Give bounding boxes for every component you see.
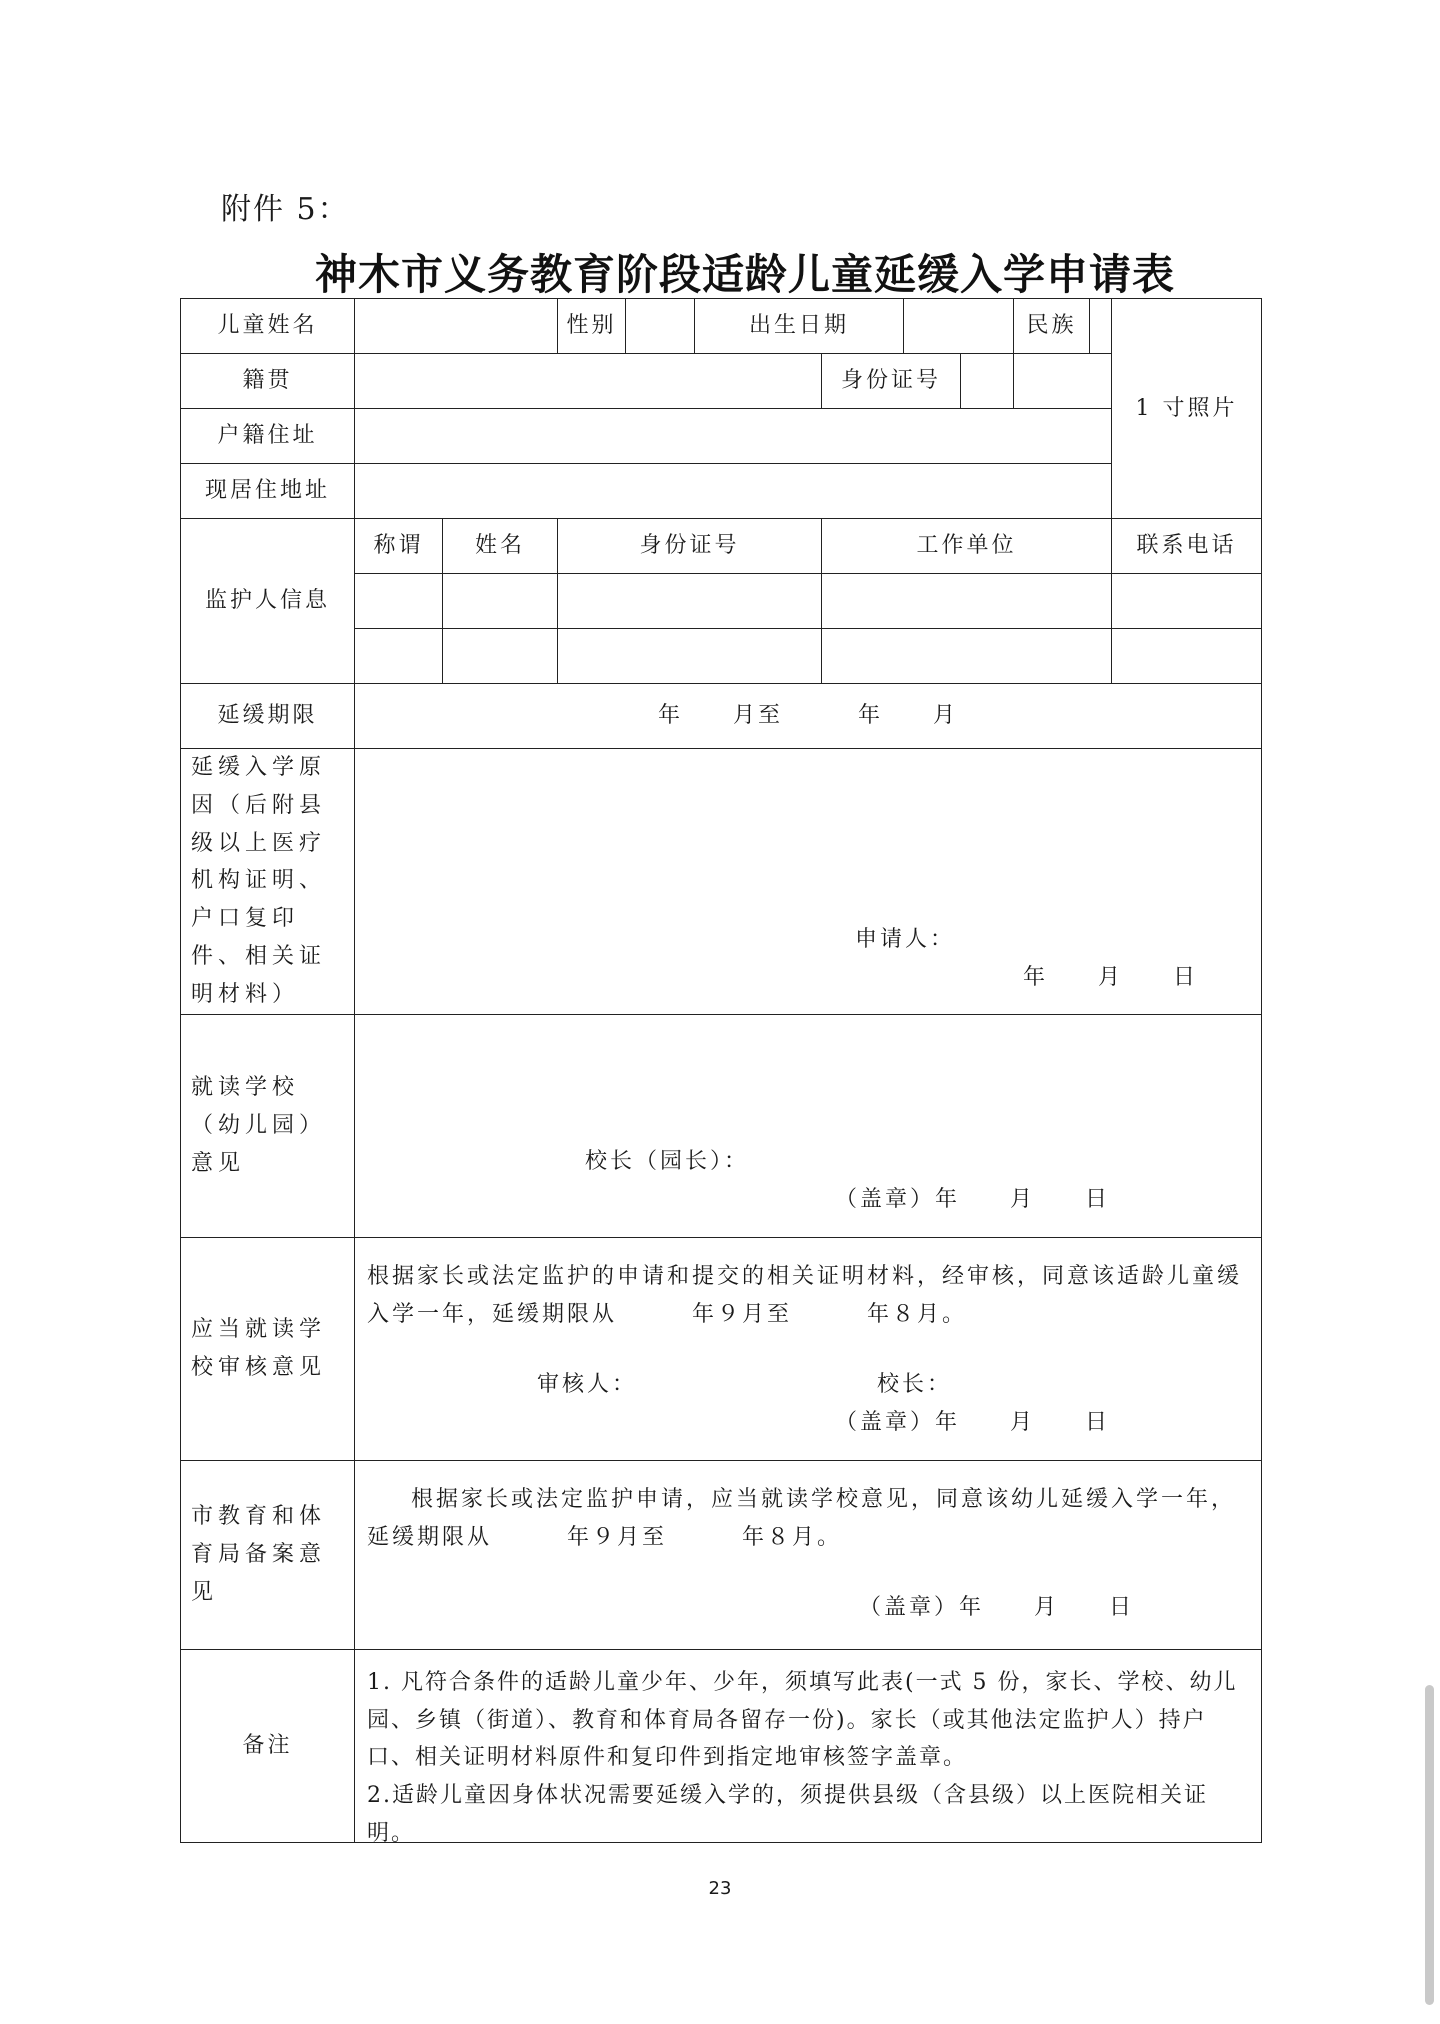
current-school-stamp-date: （盖章）年 月 日 (835, 1186, 1111, 1212)
birth-date-label: 出生日期 (749, 313, 850, 339)
ethnicity-label: 民族 (1014, 299, 1090, 354)
deferral-period-field[interactable]: 年 月至 年 月 (355, 684, 1262, 749)
id-number-field-start[interactable] (961, 354, 1013, 408)
gender-label: 性别 (558, 299, 626, 354)
note-item-2: 2.适龄儿童因身体状况需要延缓入学的，须提供县级（含县级）以上医院相关证明。 (367, 1783, 1208, 1847)
household-address-label: 户籍住址 (181, 409, 355, 464)
id-number-label: 身份证号 (822, 354, 961, 408)
attachment-label: 附件 5： (221, 192, 350, 227)
assigned-school-label: 应当就读学校审核意见 (181, 1237, 355, 1460)
deferral-period-label: 延缓期限 (181, 684, 355, 749)
guardian-header-employer: 工作单位 (822, 519, 1112, 574)
guardian-header-phone: 联系电话 (1112, 519, 1262, 574)
guardian2-id-field[interactable] (558, 629, 822, 684)
deferral-reason-label: 延缓入学原因（后附县级以上医疗机构证明、户口复印件、相关证明材料） (181, 749, 355, 1015)
bureau-label: 市教育和体育局备案意见 (181, 1460, 355, 1649)
assigned-principal-label: 校长： (877, 1371, 953, 1397)
native-place-label: 籍贯 (181, 354, 355, 409)
guardian-header-name: 姓名 (443, 519, 558, 574)
child-name-label: 儿童姓名 (181, 299, 355, 354)
assigned-school-text: 根据家长或法定监护的申请和提交的相关证明材料，经审核，同意该适龄儿童缓入学一年，延缓期限从 年９月至 年８月。 (367, 1263, 1243, 1327)
guardian1-title-field[interactable] (355, 574, 443, 629)
assigned-school-opinion-field[interactable] (355, 1237, 1262, 1460)
guardian2-phone-field[interactable] (1112, 629, 1262, 684)
principal-label: 校长（园长）： (585, 1148, 750, 1174)
native-place-field[interactable] (355, 354, 822, 409)
current-school-opinion-field[interactable] (355, 1014, 1262, 1237)
guardian1-phone-field[interactable] (1112, 574, 1262, 629)
household-address-field[interactable] (355, 409, 1112, 464)
guardian-header-id: 身份证号 (558, 519, 822, 574)
notes-cell (355, 1649, 1262, 1847)
reason-date: 年 月 日 (1023, 965, 1199, 991)
reviewer-label: 审核人： (537, 1371, 638, 1397)
guardian2-employer-field[interactable] (822, 629, 1112, 684)
current-school-label: 就读学校（幼儿园）意见 (181, 1014, 355, 1237)
gender-birth-cell (626, 299, 904, 354)
bureau-stamp-date: （盖章）年 月 日 (859, 1594, 1135, 1620)
page-number: 23 (708, 1878, 732, 1899)
note-item-1: 1. 凡符合条件的适龄儿童少年、少年，须填写此表(一式 5 份，家长、学校、幼儿园、乡镇（街道）、教育和体育局各留存一份)。家长（或其他法定监护人）持户口、相关证明材料原件和复印件到指定地审核签字盖章。 (367, 1669, 1238, 1771)
guardian-header-title: 称谓 (355, 519, 443, 574)
deferral-reason-field[interactable] (355, 749, 1262, 1015)
photo-box: 1 寸照片 (1112, 299, 1262, 519)
guardian1-employer-field[interactable] (822, 574, 1112, 629)
guardian1-name-field[interactable] (443, 574, 558, 629)
ethnicity-field[interactable] (1090, 299, 1112, 354)
id-number-field[interactable] (1014, 354, 1112, 409)
guardian2-name-field[interactable] (443, 629, 558, 684)
applicant-label: 申请人： (855, 927, 956, 953)
current-address-label: 现居住地址 (181, 464, 355, 519)
bureau-text: 根据家长或法定监护申请，应当就读学校意见，同意该幼儿延缓入学一年，延缓期限从 年９月至 年８月。 (367, 1486, 1237, 1550)
id-number-label-cell (822, 354, 1014, 409)
guardian2-title-field[interactable] (355, 629, 443, 684)
notes-label: 备注 (181, 1649, 355, 1842)
assigned-school-stamp-date: （盖章）年 月 日 (835, 1409, 1111, 1435)
current-address-field[interactable] (355, 464, 1112, 519)
guardian1-id-field[interactable] (558, 574, 822, 629)
guardian-info-label: 监护人信息 (181, 519, 355, 684)
application-form (180, 298, 1262, 1847)
gender-field[interactable] (626, 299, 695, 353)
scrollbar-thumb[interactable] (1425, 1685, 1434, 2005)
bureau-opinion-field[interactable] (355, 1460, 1262, 1649)
birth-date-field[interactable] (904, 299, 1014, 354)
child-name-field[interactable] (355, 299, 558, 354)
form-title: 神木市义务教育阶段适龄儿童延缓入学申请表 (314, 250, 1175, 299)
